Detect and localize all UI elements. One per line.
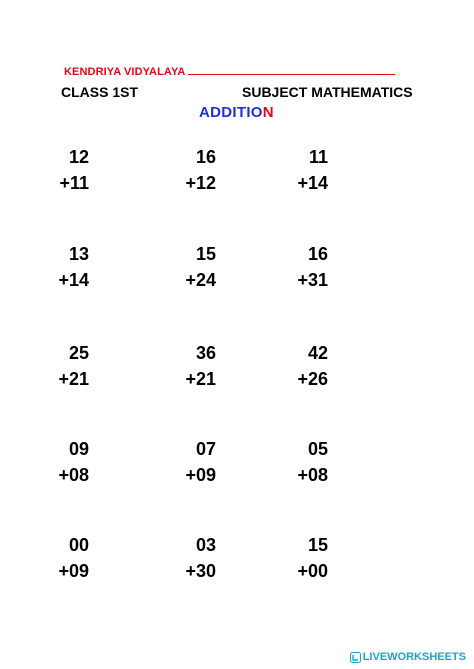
addend-bottom: +26 [297, 369, 328, 389]
addend-bottom: +09 [185, 465, 216, 485]
addition-problem [268, 144, 328, 196]
addend-top: 13 [68, 244, 89, 264]
worksheet-title [199, 104, 274, 121]
addend-bottom: +14 [58, 270, 89, 290]
title-blue-part: ADDITIO [199, 104, 263, 121]
addend-bottom: +11 [59, 173, 89, 193]
addition-problem [268, 340, 328, 392]
addend-top: 16 [195, 147, 216, 167]
addend-bottom: +08 [58, 465, 89, 485]
liveworksheets-brand: LIVEWORKSHEETS [362, 651, 466, 663]
addend-bottom: +21 [58, 369, 89, 389]
addend-bottom: +24 [185, 270, 216, 290]
addend-bottom: +30 [185, 561, 216, 581]
school-name: KENDRIYA VIDYALAYA [64, 66, 186, 78]
title-red-part: N [262, 104, 274, 121]
addition-problem [268, 436, 328, 488]
addition-problem [29, 532, 89, 584]
addend-top: 00 [68, 535, 89, 555]
addition-problem [29, 436, 89, 488]
addition-problem [156, 436, 216, 488]
addend-bottom: +09 [58, 561, 89, 581]
addition-problem [29, 340, 89, 392]
addend-top: 36 [195, 343, 216, 363]
addend-top: 03 [195, 535, 216, 555]
liveworksheets-logo-icon [350, 652, 361, 663]
addend-top: 05 [307, 439, 328, 459]
class-label: CLASS 1ST [61, 84, 139, 100]
addend-top: 11 [308, 147, 328, 167]
addition-problem [29, 144, 89, 196]
addition-problem [156, 241, 216, 293]
addition-problem [156, 144, 216, 196]
addition-problem [268, 241, 328, 293]
addend-bottom: +12 [185, 173, 216, 193]
addend-bottom: +00 [297, 561, 328, 581]
addend-top: 42 [307, 343, 328, 363]
addend-top: 15 [307, 535, 328, 555]
addend-bottom: +31 [297, 270, 328, 290]
addend-top: 07 [195, 439, 216, 459]
addend-top: 16 [307, 244, 328, 264]
addend-top: 25 [68, 343, 89, 363]
school-name-blank [188, 73, 395, 75]
liveworksheets-watermark [350, 651, 466, 663]
addition-problem [156, 340, 216, 392]
addend-top: 15 [195, 244, 216, 264]
addition-problem [29, 241, 89, 293]
addend-bottom: +08 [297, 465, 328, 485]
addend-top: 09 [68, 439, 89, 459]
addend-bottom: +21 [185, 369, 216, 389]
school-line [64, 66, 395, 78]
addition-problem [268, 532, 328, 584]
addend-top: 12 [68, 147, 89, 167]
addition-problem [156, 532, 216, 584]
subject-label: SUBJECT MATHEMATICS [242, 84, 413, 100]
addend-bottom: +14 [297, 173, 328, 193]
